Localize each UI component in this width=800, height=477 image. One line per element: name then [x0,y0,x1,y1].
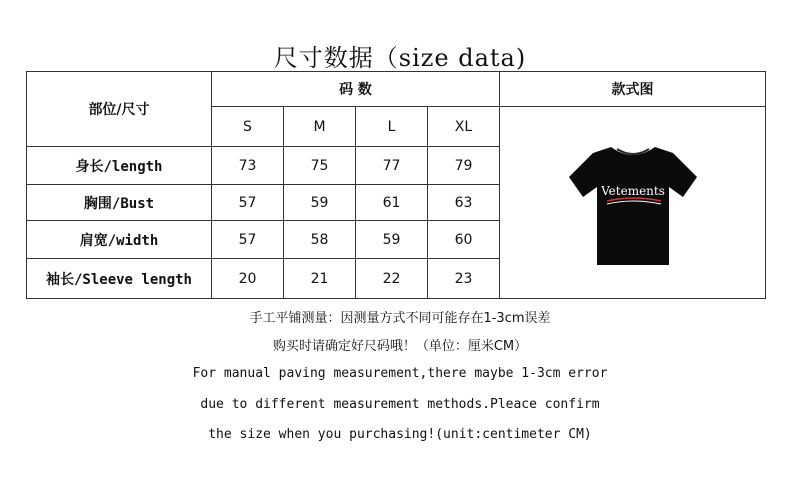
row-label-width: 肩宽/width [27,221,212,259]
tshirt-image [563,133,703,273]
table-cell: 61 [356,185,428,221]
size-label-m: M [284,107,356,147]
table-cell: 21 [284,259,356,299]
table-cell: 60 [428,221,500,259]
note-cn-line2: 购买时请确定好尺码哦！（单位：厘米CM） [272,339,528,354]
table-cell: 23 [428,259,500,299]
note-en-line3: the size when you purchasing!(unit:centimeter CM) [208,427,592,442]
table-cell: 79 [428,147,500,185]
table-cell: 57 [212,221,284,259]
size-header: 码 数 [212,72,500,107]
table-cell: 77 [356,147,428,185]
table-cell: 57 [212,185,284,221]
table-cell: 20 [212,259,284,299]
row-label-sleeve: 袖长/Sleeve length [27,259,212,299]
size-label-l: L [356,107,428,147]
size-label-xl: XL [428,107,500,147]
table-cell: 73 [212,147,284,185]
note-en-line1: For manual paving measurement,there maybe 1-3cm error [192,366,608,381]
corner-header: 部位/尺寸 [27,72,212,147]
table-cell: 59 [356,221,428,259]
size-label-s: S [212,107,284,147]
tshirt-logo-text: Vetements [600,183,665,198]
table-cell: 59 [284,185,356,221]
table-cell: 63 [428,185,500,221]
product-image-cell [500,107,766,299]
note-cn-line1: 手工平铺测量：因测量方式不同可能存在1-3cm误差 [249,311,551,326]
row-label-bust: 胸围/Bust [27,185,212,221]
page-title: 尺寸数据（size data) [273,44,527,72]
size-table [26,71,766,299]
table-cell: 75 [284,147,356,185]
table-cell: 58 [284,221,356,259]
note-en-line2: due to different measurement methods.Pleace confirm [200,397,600,412]
style-header: 款式图 [500,72,766,107]
table-cell: 22 [356,259,428,299]
row-label-length: 身长/length [27,147,212,185]
